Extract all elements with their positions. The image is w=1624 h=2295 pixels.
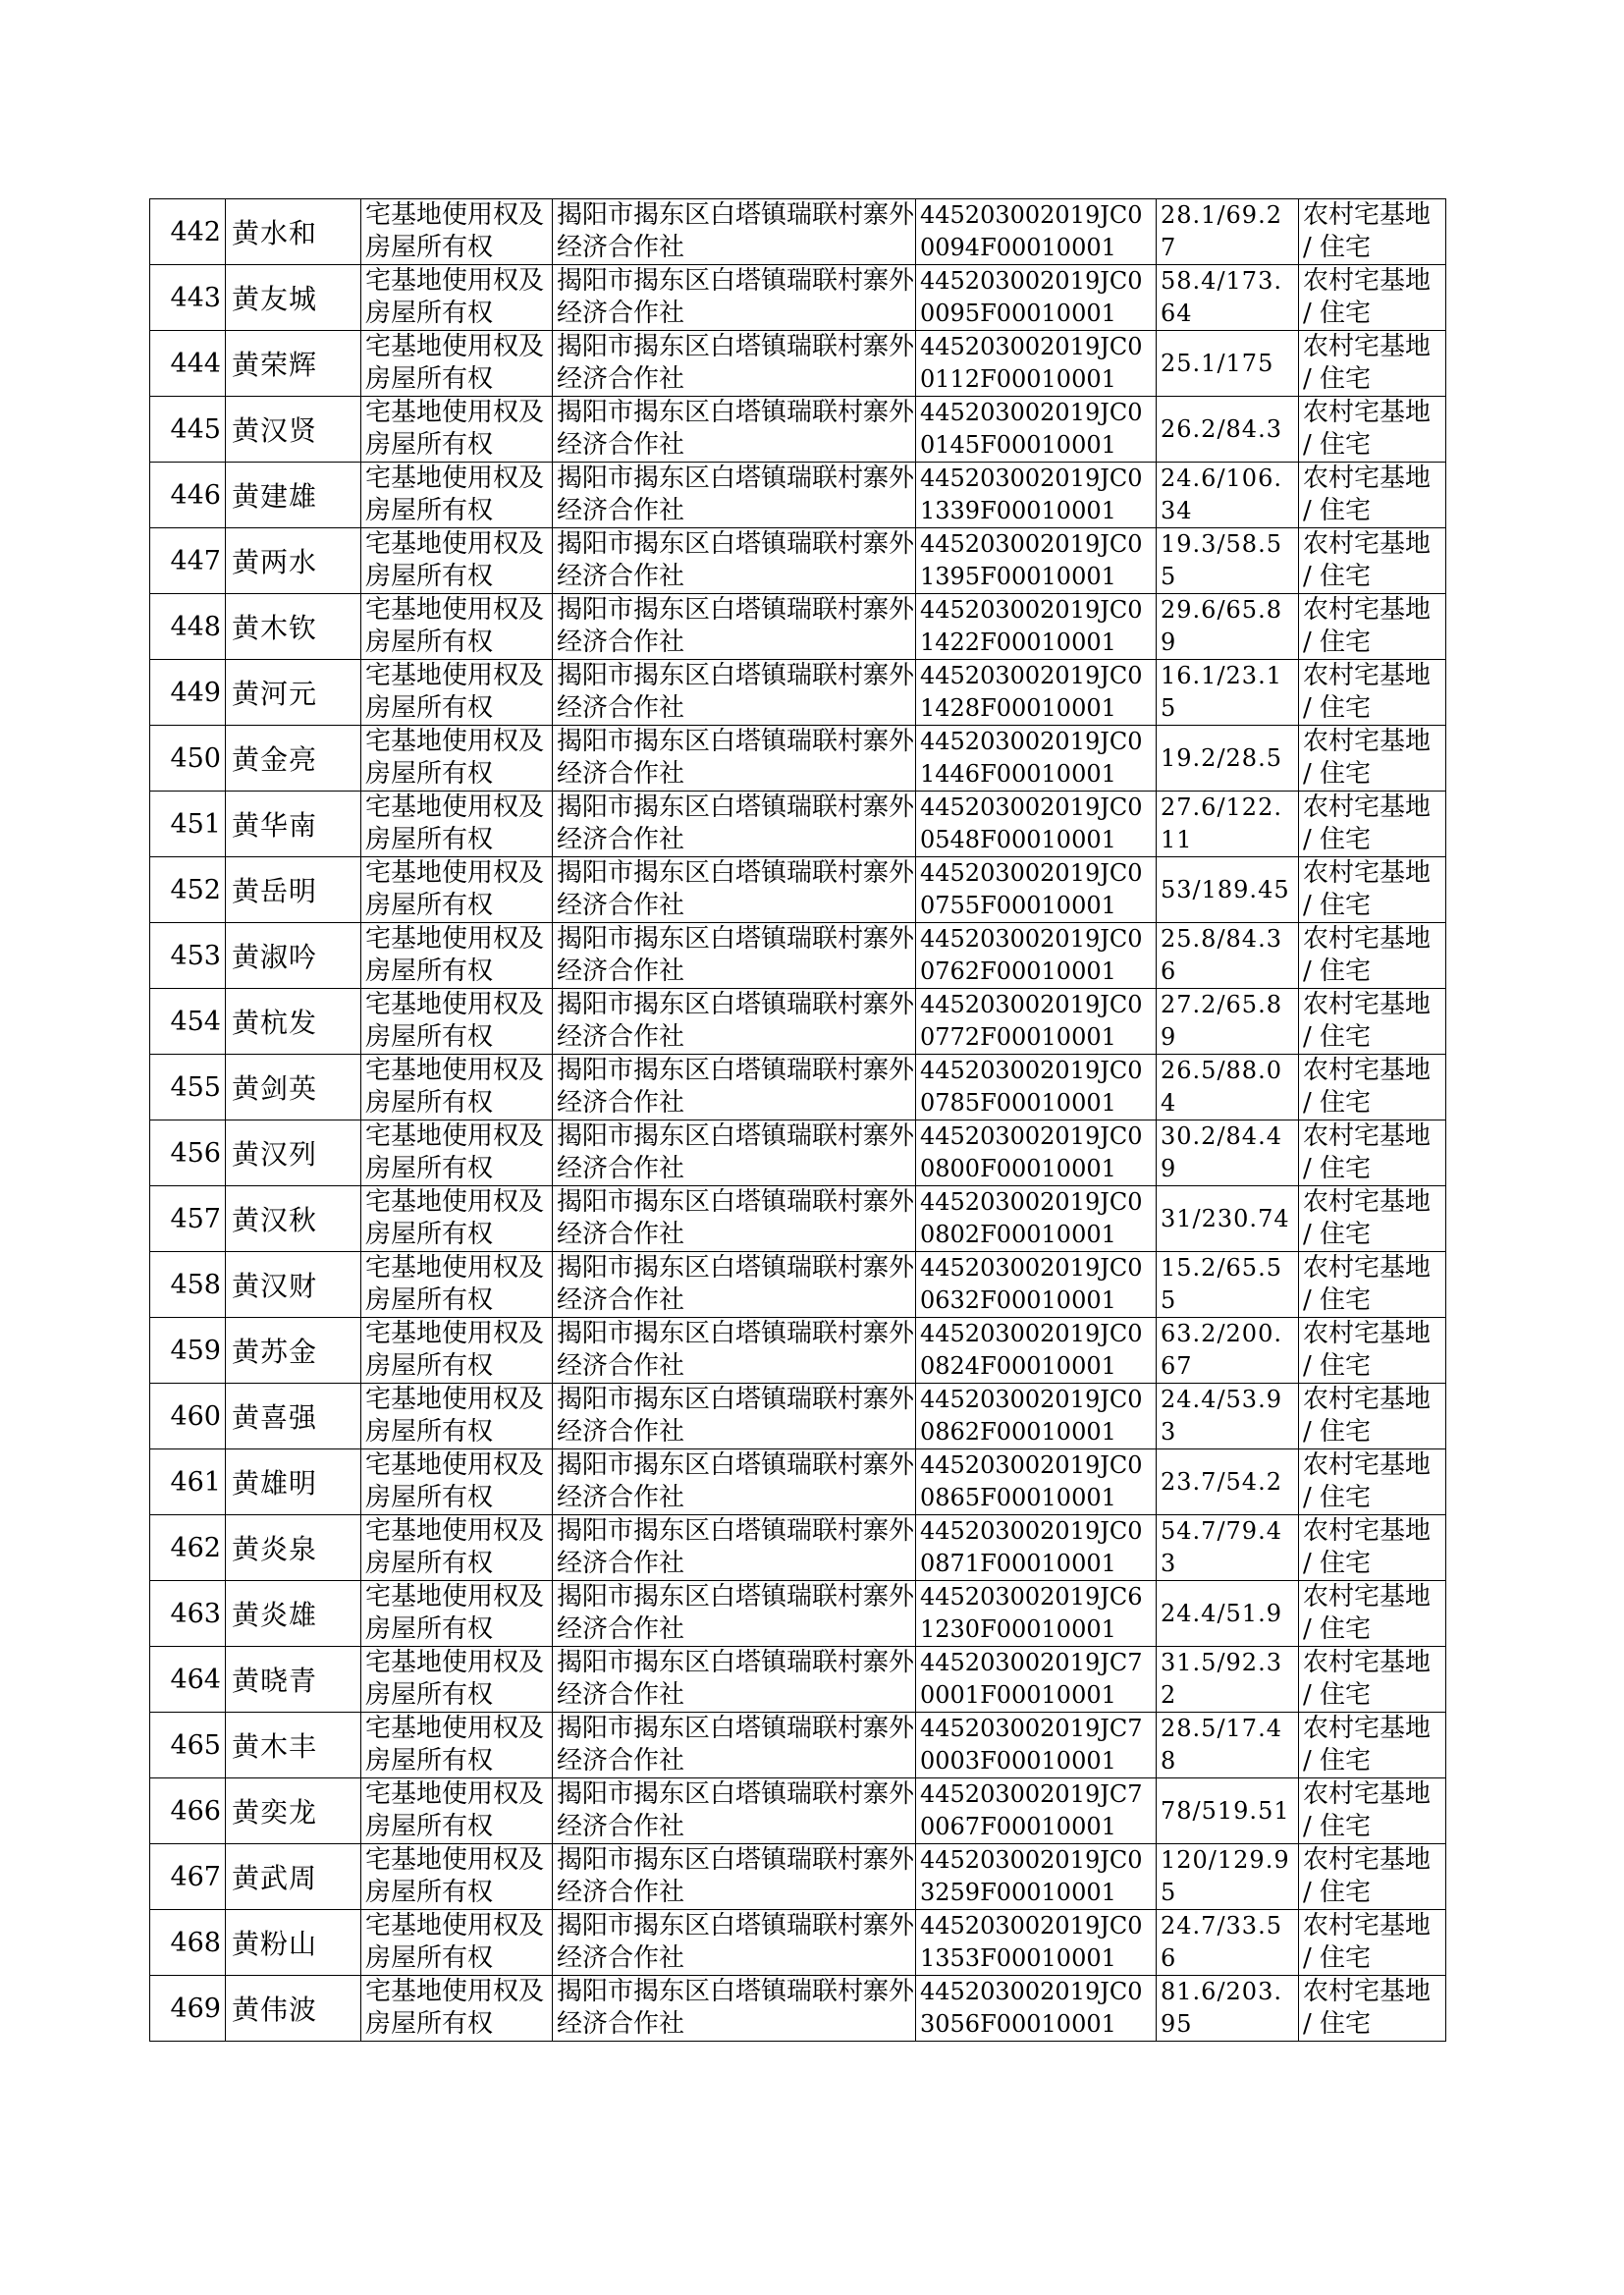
row-number-cell: 467 (150, 1844, 226, 1910)
land-use-cell: 农村宅基地 / 住宅 (1299, 1252, 1446, 1318)
owner-name-cell: 黄汉秋 (226, 1186, 361, 1252)
table-row (150, 923, 1446, 989)
collective-org-cell: 揭阳市揭东区白塔镇瑞联村寨外经济合作社 (553, 660, 916, 726)
right-type-cell: 宅基地使用权及房屋所有权 (361, 1778, 553, 1844)
collective-org-cell: 揭阳市揭东区白塔镇瑞联村寨外经济合作社 (553, 463, 916, 528)
unit-code-cell: 445203002019JC70001F00010001 (916, 1647, 1157, 1713)
owner-name-cell: 黄奕龙 (226, 1778, 361, 1844)
owner-name-cell: 黄岳明 (226, 857, 361, 923)
unit-code-cell: 445203002019JC00548F00010001 (916, 792, 1157, 857)
land-use-cell: 农村宅基地 / 住宅 (1299, 989, 1446, 1055)
row-number-cell: 463 (150, 1581, 226, 1647)
unit-code-cell: 445203002019JC61230F00010001 (916, 1581, 1157, 1647)
table-row (150, 1252, 1446, 1318)
owner-name-cell: 黄喜强 (226, 1384, 361, 1449)
owner-name-cell: 黄水和 (226, 199, 361, 265)
right-type-cell: 宅基地使用权及房屋所有权 (361, 989, 553, 1055)
collective-org-cell: 揭阳市揭东区白塔镇瑞联村寨外经济合作社 (553, 1252, 916, 1318)
table-row (150, 1318, 1446, 1384)
area-value-cell: 28.1/69.27 (1157, 199, 1299, 265)
row-number-cell: 451 (150, 792, 226, 857)
table-row (150, 1055, 1446, 1120)
owner-name-cell: 黄汉列 (226, 1120, 361, 1186)
collective-org-cell: 揭阳市揭东区白塔镇瑞联村寨外经济合作社 (553, 1055, 916, 1120)
land-use-cell: 农村宅基地 / 住宅 (1299, 265, 1446, 331)
collective-org-cell: 揭阳市揭东区白塔镇瑞联村寨外经济合作社 (553, 923, 916, 989)
row-number-cell: 450 (150, 726, 226, 792)
table-row (150, 594, 1446, 660)
area-value-cell: 25.8/84.36 (1157, 923, 1299, 989)
land-use-cell: 农村宅基地 / 住宅 (1299, 1449, 1446, 1515)
area-value-cell: 26.5/88.04 (1157, 1055, 1299, 1120)
right-type-cell: 宅基地使用权及房屋所有权 (361, 1976, 553, 2042)
unit-code-cell: 445203002019JC00785F00010001 (916, 1055, 1157, 1120)
table-row (150, 1910, 1446, 1976)
table-row (150, 265, 1446, 331)
right-type-cell: 宅基地使用权及房屋所有权 (361, 594, 553, 660)
owner-name-cell: 黄荣辉 (226, 331, 361, 397)
land-use-cell: 农村宅基地 / 住宅 (1299, 1976, 1446, 2042)
collective-org-cell: 揭阳市揭东区白塔镇瑞联村寨外经济合作社 (553, 1186, 916, 1252)
land-use-cell: 农村宅基地 / 住宅 (1299, 1581, 1446, 1647)
table-row (150, 1384, 1446, 1449)
collective-org-cell: 揭阳市揭东区白塔镇瑞联村寨外经济合作社 (553, 1647, 916, 1713)
row-number-cell: 458 (150, 1252, 226, 1318)
area-value-cell: 23.7/54.2 (1157, 1449, 1299, 1515)
owner-name-cell: 黄木丰 (226, 1713, 361, 1778)
table-row (150, 792, 1446, 857)
row-number-cell: 462 (150, 1515, 226, 1581)
owner-name-cell: 黄晓青 (226, 1647, 361, 1713)
area-value-cell: 24.7/33.56 (1157, 1910, 1299, 1976)
right-type-cell: 宅基地使用权及房屋所有权 (361, 1581, 553, 1647)
right-type-cell: 宅基地使用权及房屋所有权 (361, 1186, 553, 1252)
area-value-cell: 28.5/17.48 (1157, 1713, 1299, 1778)
owner-name-cell: 黄汉财 (226, 1252, 361, 1318)
table-row (150, 660, 1446, 726)
land-use-cell: 农村宅基地 / 住宅 (1299, 199, 1446, 265)
right-type-cell: 宅基地使用权及房屋所有权 (361, 1449, 553, 1515)
unit-code-cell: 445203002019JC00802F00010001 (916, 1186, 1157, 1252)
right-type-cell: 宅基地使用权及房屋所有权 (361, 528, 553, 594)
collective-org-cell: 揭阳市揭东区白塔镇瑞联村寨外经济合作社 (553, 397, 916, 463)
collective-org-cell: 揭阳市揭东区白塔镇瑞联村寨外经济合作社 (553, 1976, 916, 2042)
owner-name-cell: 黄汉贤 (226, 397, 361, 463)
row-number-cell: 444 (150, 331, 226, 397)
unit-code-cell: 445203002019JC70003F00010001 (916, 1713, 1157, 1778)
land-use-cell: 农村宅基地 / 住宅 (1299, 1515, 1446, 1581)
collective-org-cell: 揭阳市揭东区白塔镇瑞联村寨外经济合作社 (553, 594, 916, 660)
collective-org-cell: 揭阳市揭东区白塔镇瑞联村寨外经济合作社 (553, 265, 916, 331)
collective-org-cell: 揭阳市揭东区白塔镇瑞联村寨外经济合作社 (553, 1844, 916, 1910)
row-number-cell: 446 (150, 463, 226, 528)
table-row (150, 1647, 1446, 1713)
collective-org-cell: 揭阳市揭东区白塔镇瑞联村寨外经济合作社 (553, 1910, 916, 1976)
area-value-cell: 81.6/203.95 (1157, 1976, 1299, 2042)
unit-code-cell: 445203002019JC03056F00010001 (916, 1976, 1157, 2042)
table-row (150, 1186, 1446, 1252)
area-value-cell: 24.4/53.93 (1157, 1384, 1299, 1449)
area-value-cell: 24.4/51.9 (1157, 1581, 1299, 1647)
collective-org-cell: 揭阳市揭东区白塔镇瑞联村寨外经济合作社 (553, 331, 916, 397)
row-number-cell: 445 (150, 397, 226, 463)
land-use-cell: 农村宅基地 / 住宅 (1299, 660, 1446, 726)
unit-code-cell: 445203002019JC00112F00010001 (916, 331, 1157, 397)
row-number-cell: 449 (150, 660, 226, 726)
land-use-cell: 农村宅基地 / 住宅 (1299, 857, 1446, 923)
right-type-cell: 宅基地使用权及房屋所有权 (361, 1910, 553, 1976)
right-type-cell: 宅基地使用权及房屋所有权 (361, 1252, 553, 1318)
right-type-cell: 宅基地使用权及房屋所有权 (361, 923, 553, 989)
row-number-cell: 455 (150, 1055, 226, 1120)
row-number-cell: 460 (150, 1384, 226, 1449)
area-value-cell: 54.7/79.43 (1157, 1515, 1299, 1581)
area-value-cell: 15.2/65.55 (1157, 1252, 1299, 1318)
area-value-cell: 120/129.95 (1157, 1844, 1299, 1910)
table-row (150, 1515, 1446, 1581)
land-use-cell: 农村宅基地 / 住宅 (1299, 1778, 1446, 1844)
area-value-cell: 31/230.74 (1157, 1186, 1299, 1252)
row-number-cell: 459 (150, 1318, 226, 1384)
table-row (150, 726, 1446, 792)
land-use-cell: 农村宅基地 / 住宅 (1299, 1186, 1446, 1252)
land-use-cell: 农村宅基地 / 住宅 (1299, 528, 1446, 594)
table-row (150, 1713, 1446, 1778)
owner-name-cell: 黄金亮 (226, 726, 361, 792)
unit-code-cell: 445203002019JC00800F00010001 (916, 1120, 1157, 1186)
owner-name-cell: 黄建雄 (226, 463, 361, 528)
row-number-cell: 443 (150, 265, 226, 331)
unit-code-cell: 445203002019JC00145F00010001 (916, 397, 1157, 463)
area-value-cell: 30.2/84.49 (1157, 1120, 1299, 1186)
unit-code-cell: 445203002019JC00632F00010001 (916, 1252, 1157, 1318)
row-number-cell: 453 (150, 923, 226, 989)
area-value-cell: 27.2/65.89 (1157, 989, 1299, 1055)
owner-name-cell: 黄伟波 (226, 1976, 361, 2042)
collective-org-cell: 揭阳市揭东区白塔镇瑞联村寨外经济合作社 (553, 726, 916, 792)
right-type-cell: 宅基地使用权及房屋所有权 (361, 726, 553, 792)
owner-name-cell: 黄木钦 (226, 594, 361, 660)
collective-org-cell: 揭阳市揭东区白塔镇瑞联村寨外经济合作社 (553, 989, 916, 1055)
unit-code-cell: 445203002019JC01339F00010001 (916, 463, 1157, 528)
row-number-cell: 447 (150, 528, 226, 594)
owner-name-cell: 黄剑英 (226, 1055, 361, 1120)
table-row (150, 989, 1446, 1055)
owner-name-cell: 黄炎雄 (226, 1581, 361, 1647)
owner-name-cell: 黄淑吟 (226, 923, 361, 989)
unit-code-cell: 445203002019JC00862F00010001 (916, 1384, 1157, 1449)
area-value-cell: 29.6/65.89 (1157, 594, 1299, 660)
area-value-cell: 16.1/23.15 (1157, 660, 1299, 726)
row-number-cell: 456 (150, 1120, 226, 1186)
owner-name-cell: 黄杭发 (226, 989, 361, 1055)
area-value-cell: 63.2/200.67 (1157, 1318, 1299, 1384)
land-use-cell: 农村宅基地 / 住宅 (1299, 1844, 1446, 1910)
right-type-cell: 宅基地使用权及房屋所有权 (361, 792, 553, 857)
unit-code-cell: 445203002019JC01428F00010001 (916, 660, 1157, 726)
right-type-cell: 宅基地使用权及房屋所有权 (361, 1515, 553, 1581)
collective-org-cell: 揭阳市揭东区白塔镇瑞联村寨外经济合作社 (553, 792, 916, 857)
table-row (150, 1581, 1446, 1647)
land-use-cell: 农村宅基地 / 住宅 (1299, 726, 1446, 792)
collective-org-cell: 揭阳市揭东区白塔镇瑞联村寨外经济合作社 (553, 1449, 916, 1515)
area-value-cell: 24.6/106.34 (1157, 463, 1299, 528)
land-use-cell: 农村宅基地 / 住宅 (1299, 1120, 1446, 1186)
row-number-cell: 465 (150, 1713, 226, 1778)
owner-name-cell: 黄河元 (226, 660, 361, 726)
land-use-cell: 农村宅基地 / 住宅 (1299, 1055, 1446, 1120)
owner-name-cell: 黄炎泉 (226, 1515, 361, 1581)
table-row (150, 331, 1446, 397)
unit-code-cell: 445203002019JC00824F00010001 (916, 1318, 1157, 1384)
area-value-cell: 58.4/173.64 (1157, 265, 1299, 331)
land-use-cell: 农村宅基地 / 住宅 (1299, 397, 1446, 463)
collective-org-cell: 揭阳市揭东区白塔镇瑞联村寨外经济合作社 (553, 1713, 916, 1778)
land-use-cell: 农村宅基地 / 住宅 (1299, 923, 1446, 989)
collective-org-cell: 揭阳市揭东区白塔镇瑞联村寨外经济合作社 (553, 1515, 916, 1581)
collective-org-cell: 揭阳市揭东区白塔镇瑞联村寨外经济合作社 (553, 1318, 916, 1384)
land-use-cell: 农村宅基地 / 住宅 (1299, 594, 1446, 660)
right-type-cell: 宅基地使用权及房屋所有权 (361, 1384, 553, 1449)
row-number-cell: 464 (150, 1647, 226, 1713)
unit-code-cell: 445203002019JC00094F00010001 (916, 199, 1157, 265)
unit-code-cell: 445203002019JC00871F00010001 (916, 1515, 1157, 1581)
table-row (150, 1976, 1446, 2042)
unit-code-cell: 445203002019JC01395F00010001 (916, 528, 1157, 594)
area-value-cell: 26.2/84.3 (1157, 397, 1299, 463)
unit-code-cell: 445203002019JC01422F00010001 (916, 594, 1157, 660)
table-row (150, 199, 1446, 265)
land-use-cell: 农村宅基地 / 住宅 (1299, 792, 1446, 857)
row-number-cell: 469 (150, 1976, 226, 2042)
owner-name-cell: 黄粉山 (226, 1910, 361, 1976)
land-use-cell: 农村宅基地 / 住宅 (1299, 1647, 1446, 1713)
land-use-cell: 农村宅基地 / 住宅 (1299, 331, 1446, 397)
area-value-cell: 53/189.45 (1157, 857, 1299, 923)
owner-name-cell: 黄华南 (226, 792, 361, 857)
unit-code-cell: 445203002019JC01353F00010001 (916, 1910, 1157, 1976)
owner-name-cell: 黄雄明 (226, 1449, 361, 1515)
row-number-cell: 466 (150, 1778, 226, 1844)
unit-code-cell: 445203002019JC01446F00010001 (916, 726, 1157, 792)
unit-code-cell: 445203002019JC03259F00010001 (916, 1844, 1157, 1910)
row-number-cell: 454 (150, 989, 226, 1055)
owner-name-cell: 黄友城 (226, 265, 361, 331)
owner-name-cell: 黄武周 (226, 1844, 361, 1910)
right-type-cell: 宅基地使用权及房屋所有权 (361, 857, 553, 923)
land-use-cell: 农村宅基地 / 住宅 (1299, 1910, 1446, 1976)
right-type-cell: 宅基地使用权及房屋所有权 (361, 1713, 553, 1778)
right-type-cell: 宅基地使用权及房屋所有权 (361, 1318, 553, 1384)
row-number-cell: 448 (150, 594, 226, 660)
row-number-cell: 452 (150, 857, 226, 923)
table-row (150, 1449, 1446, 1515)
land-use-cell: 农村宅基地 / 住宅 (1299, 1384, 1446, 1449)
collective-org-cell: 揭阳市揭东区白塔镇瑞联村寨外经济合作社 (553, 1120, 916, 1186)
area-value-cell: 27.6/122.11 (1157, 792, 1299, 857)
collective-org-cell: 揭阳市揭东区白塔镇瑞联村寨外经济合作社 (553, 857, 916, 923)
unit-code-cell: 445203002019JC70067F00010001 (916, 1778, 1157, 1844)
table-row (150, 1120, 1446, 1186)
row-number-cell: 461 (150, 1449, 226, 1515)
row-number-cell: 468 (150, 1910, 226, 1976)
area-value-cell: 19.3/58.55 (1157, 528, 1299, 594)
unit-code-cell: 445203002019JC00755F00010001 (916, 857, 1157, 923)
table-row (150, 857, 1446, 923)
right-type-cell: 宅基地使用权及房屋所有权 (361, 199, 553, 265)
table-row (150, 463, 1446, 528)
area-value-cell: 25.1/175 (1157, 331, 1299, 397)
unit-code-cell: 445203002019JC00865F00010001 (916, 1449, 1157, 1515)
land-use-cell: 农村宅基地 / 住宅 (1299, 463, 1446, 528)
land-use-cell: 农村宅基地 / 住宅 (1299, 1318, 1446, 1384)
right-type-cell: 宅基地使用权及房屋所有权 (361, 265, 553, 331)
table-body (150, 199, 1446, 2042)
table-row (150, 1844, 1446, 1910)
area-value-cell: 19.2/28.5 (1157, 726, 1299, 792)
right-type-cell: 宅基地使用权及房屋所有权 (361, 331, 553, 397)
row-number-cell: 442 (150, 199, 226, 265)
unit-code-cell: 445203002019JC00095F00010001 (916, 265, 1157, 331)
table-row (150, 1778, 1446, 1844)
collective-org-cell: 揭阳市揭东区白塔镇瑞联村寨外经济合作社 (553, 1778, 916, 1844)
area-value-cell: 31.5/92.32 (1157, 1647, 1299, 1713)
collective-org-cell: 揭阳市揭东区白塔镇瑞联村寨外经济合作社 (553, 1581, 916, 1647)
owner-name-cell: 黄两水 (226, 528, 361, 594)
area-value-cell: 78/519.51 (1157, 1778, 1299, 1844)
right-type-cell: 宅基地使用权及房屋所有权 (361, 1844, 553, 1910)
right-type-cell: 宅基地使用权及房屋所有权 (361, 660, 553, 726)
right-type-cell: 宅基地使用权及房屋所有权 (361, 397, 553, 463)
unit-code-cell: 445203002019JC00762F00010001 (916, 923, 1157, 989)
right-type-cell: 宅基地使用权及房屋所有权 (361, 1120, 553, 1186)
collective-org-cell: 揭阳市揭东区白塔镇瑞联村寨外经济合作社 (553, 528, 916, 594)
right-type-cell: 宅基地使用权及房屋所有权 (361, 1647, 553, 1713)
collective-org-cell: 揭阳市揭东区白塔镇瑞联村寨外经济合作社 (553, 1384, 916, 1449)
right-type-cell: 宅基地使用权及房屋所有权 (361, 1055, 553, 1120)
unit-code-cell: 445203002019JC00772F00010001 (916, 989, 1157, 1055)
collective-org-cell: 揭阳市揭东区白塔镇瑞联村寨外经济合作社 (553, 199, 916, 265)
table-row (150, 397, 1446, 463)
registration-table (149, 198, 1446, 2042)
owner-name-cell: 黄苏金 (226, 1318, 361, 1384)
land-use-cell: 农村宅基地 / 住宅 (1299, 1713, 1446, 1778)
right-type-cell: 宅基地使用权及房屋所有权 (361, 463, 553, 528)
row-number-cell: 457 (150, 1186, 226, 1252)
table-row (150, 528, 1446, 594)
